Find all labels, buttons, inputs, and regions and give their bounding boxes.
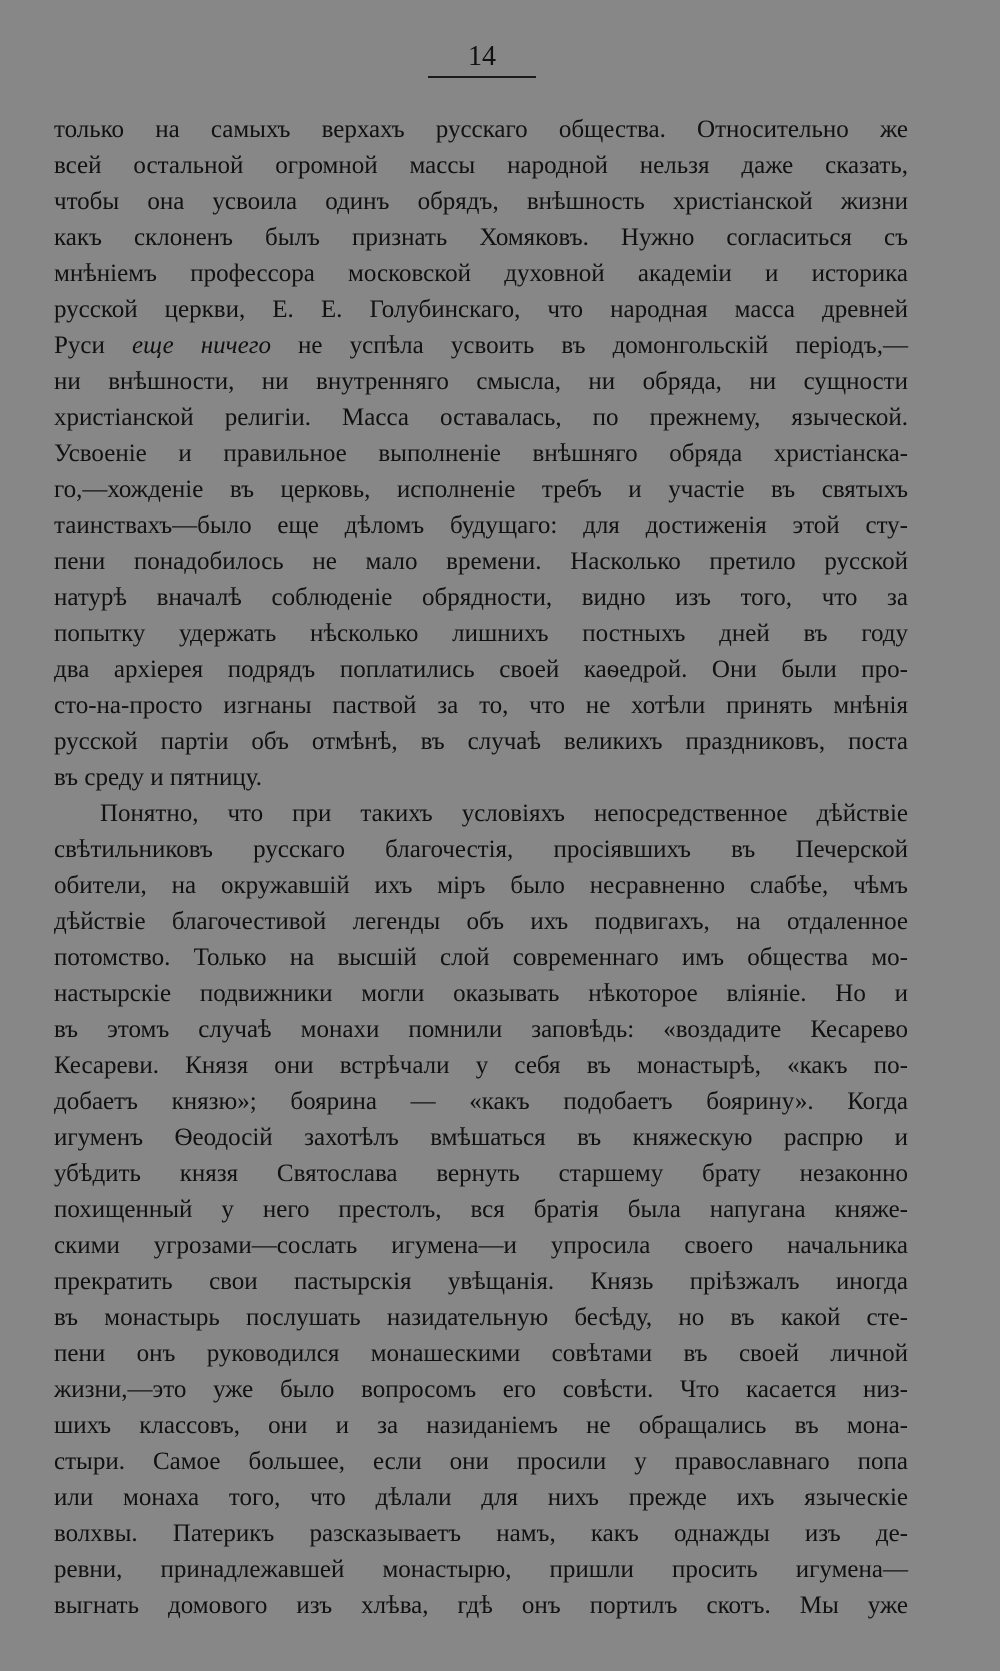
text-line: натурѣ вначалѣ соблюденіе обрядности, видно изъ того, что за bbox=[54, 584, 908, 611]
text-line: волхвы. Патерикъ разсказываетъ намъ, какъ однажды изъ де- bbox=[54, 1520, 908, 1547]
text-line: сто-на-просто изгнаны паствой за то, что не хотѣли принять мнѣнія bbox=[54, 692, 908, 719]
text-line: Усвоеніе и правильное выполненіе внѣшняго обряда христіанска- bbox=[54, 440, 908, 467]
text-line: скими угрозами—сослать игумена—и упросила своего начальника bbox=[54, 1232, 908, 1259]
text-line: дѣйствіе благочестивой легенды объ ихъ подвигахъ, на отдаленное bbox=[54, 908, 908, 935]
text-line: только на самыхъ верхахъ русскаго общества. Относительно же bbox=[54, 116, 908, 143]
text-line: настырскіе подвижники могли оказывать нѣкоторое вліяніе. Но и bbox=[54, 980, 908, 1007]
text-line bbox=[54, 328, 908, 364]
text-line: Кесареви. Князя они встрѣчали у себя въ монастырѣ, «какъ по- bbox=[54, 1052, 908, 1079]
text-line: похищенный у него престолъ, вся братія была напугана княже- bbox=[54, 1196, 908, 1223]
text-line: свѣтильниковъ русскаго благочестія, просіявшихъ въ Печерской bbox=[54, 836, 908, 863]
text-line: попытку удержать нѣсколько лишнихъ постныхъ дней въ году bbox=[54, 620, 908, 647]
text-line: выгнать домового изъ хлѣва, гдѣ онъ портилъ скотъ. Мы уже bbox=[54, 1592, 908, 1619]
text-line: мнѣніемъ профессора московской духовной академіи и историка bbox=[54, 260, 908, 287]
text-line: русской партіи объ отмѣнѣ, въ случаѣ великихъ праздниковъ, поста bbox=[54, 728, 908, 755]
text-line: пени понадобилось не мало времени. Насколько претило русской bbox=[54, 548, 908, 575]
page-number: 14 bbox=[468, 41, 496, 72]
text-line: го,—хожденіе въ церковь, исполненіе требъ и участіе въ святыхъ bbox=[54, 476, 908, 503]
text-line: добаетъ князю»; боярина — «какъ подобаетъ боярину». Когда bbox=[54, 1088, 908, 1115]
text-line: или монаха того, что дѣлали для нихъ прежде ихъ языческіе bbox=[54, 1484, 908, 1511]
emphasized-text: еще ничего bbox=[131, 332, 271, 359]
text-line: жизни,—это уже было вопросомъ его совѣсти. Что касается низ- bbox=[54, 1376, 908, 1403]
text-line: потомство. Только на высшій слой современнаго имъ общества мо- bbox=[54, 944, 908, 971]
text-line: пени онъ руководился монашескими совѣтами въ своей личной bbox=[54, 1340, 908, 1367]
text-line: шихъ классовъ, они и за назиданіемъ не обращались въ мона- bbox=[54, 1412, 908, 1439]
text-line: прекратить свои пастырскія увѣщанія. Князь пріѣзжалъ иногда bbox=[54, 1268, 908, 1295]
text-line: ни внѣшности, ни внутренняго смысла, ни обряда, ни сущности bbox=[54, 368, 908, 395]
body-text bbox=[54, 112, 908, 1624]
text-line: стыри. Самое большее, если они просили у православнаго попа bbox=[54, 1448, 908, 1475]
text-line: два архіерея подрядъ поплатились своей каѳедрой. Они были про- bbox=[54, 656, 908, 683]
text-line: христіанской религіи. Масса оставалась, по прежнему, языческой. bbox=[54, 404, 908, 431]
text-line: убѣдить князя Святослава вернуть старшему брату незаконно bbox=[54, 1160, 908, 1187]
page-number-rule bbox=[428, 76, 536, 78]
text-line: Понятно, что при такихъ условіяхъ непосредственное дѣйствіе bbox=[100, 800, 908, 827]
text-line: чтобы она усвоила одинъ обрядъ, внѣшность христіанской жизни bbox=[54, 188, 908, 215]
text-line: игуменъ Ѳеодосій захотѣлъ вмѣшаться въ княжескую распрю и bbox=[54, 1124, 908, 1151]
text-line: таинствахъ—было еще дѣломъ будущаго: для достиженія этой сту- bbox=[54, 512, 908, 539]
text-line: русской церкви, Е. Е. Голубинскаго, что народная масса древней bbox=[54, 296, 908, 323]
text-line: ревни, принадлежавшей монастырю, пришли просить игумена— bbox=[54, 1556, 908, 1583]
text-line: въ этомъ случаѣ монахи помнили заповѣдь: «воздадите Кесарево bbox=[54, 1016, 908, 1043]
text-line: какъ склоненъ былъ признать Хомяковъ. Нужно согласиться съ bbox=[54, 224, 908, 251]
text-run: Руси bbox=[54, 332, 132, 359]
text-line: обители, на окружавшій ихъ міръ было несравненно слабѣе, чѣмъ bbox=[54, 872, 908, 899]
text-line: въ среду и пятницу. bbox=[54, 764, 263, 791]
text-line: всей остальной огромной массы народной нельзя даже сказать, bbox=[54, 152, 908, 179]
text-line: въ монастырь послушать назидательную бесѣду, но въ какой сте- bbox=[54, 1304, 908, 1331]
text-run: не успѣла усвоить въ домонгольскій періодъ,— bbox=[270, 332, 908, 359]
